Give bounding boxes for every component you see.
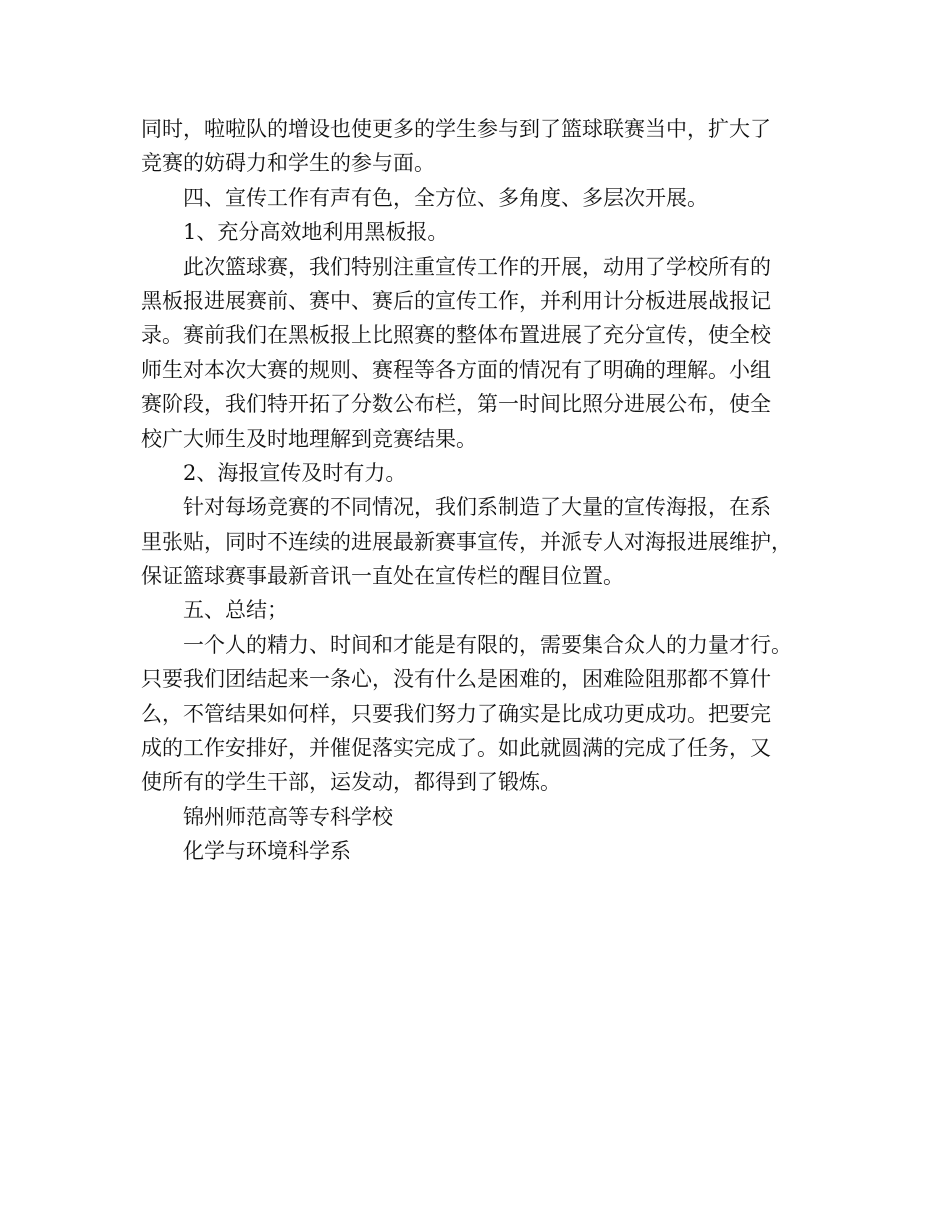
text-line: 只要我们团结起来一条心，没有什么是困难的，困难险阻那都不算什 [141, 667, 771, 692]
text-line: 一个人的精力、时间和才能是有限的，需要集合众人的力量才行。 [183, 632, 792, 657]
text-line: 同时，啦啦队的增设也使更多的学生参与到了篮球联赛当中，扩大了 [141, 117, 771, 141]
text-line: 2、海报宣传及时有力。 [183, 460, 407, 485]
document-body [141, 112, 811, 869]
text-line: 黑板报进展赛前、赛中、赛后的宣传工作，并利用计分板进展战报记 [141, 288, 771, 313]
text-line: 师生对本次大赛的规则、赛程等各方面的情况有了明确的理解。小组 [141, 357, 771, 382]
text-line: 四、宣传工作有声有色，全方位、多角度、多层次开展。 [183, 185, 708, 210]
text-line: 保证篮球赛事最新音讯一直处在宣传栏的醒目位置。 [141, 564, 624, 589]
text-line: 1、充分高效地利用黑板报。 [183, 220, 449, 245]
text-line: 此次篮球赛，我们特别注重宣传工作的开展，动用了学校所有的 [183, 254, 771, 279]
text-line: 里张贴，同时不连续的进展最新赛事宣传，并派专人对海报进展维护， [141, 529, 792, 554]
text-line: 针对每场竞赛的不同情况，我们系制造了大量的宣传海报，在系 [183, 495, 771, 520]
text-line: 使所有的学生干部，运发动，都得到了锻炼。 [141, 770, 561, 795]
text-line: 赛阶段，我们特开拓了分数公布栏，第一时间比照分进展公布，使全 [141, 392, 771, 417]
text-line: 成的工作安排好，并催促落实完成了。如此就圆满的完成了任务，又 [141, 736, 771, 761]
text-line: 五、总结； [183, 598, 288, 623]
text-line: 校广大师生及时地理解到竞赛结果。 [141, 426, 477, 451]
text-line: 锦州师范高等专科学校 [183, 804, 393, 829]
text-line: 化学与环境科学系 [183, 839, 351, 864]
text-line: 竞赛的妨碍力和学生的参与面。 [141, 151, 435, 176]
text-line: 么，不管结果如何样，只要我们努力了确实是比成功更成功。把要完 [141, 701, 771, 726]
text-line: 录。赛前我们在黑板报上比照赛的整体布置进展了充分宣传，使全校 [141, 323, 771, 348]
